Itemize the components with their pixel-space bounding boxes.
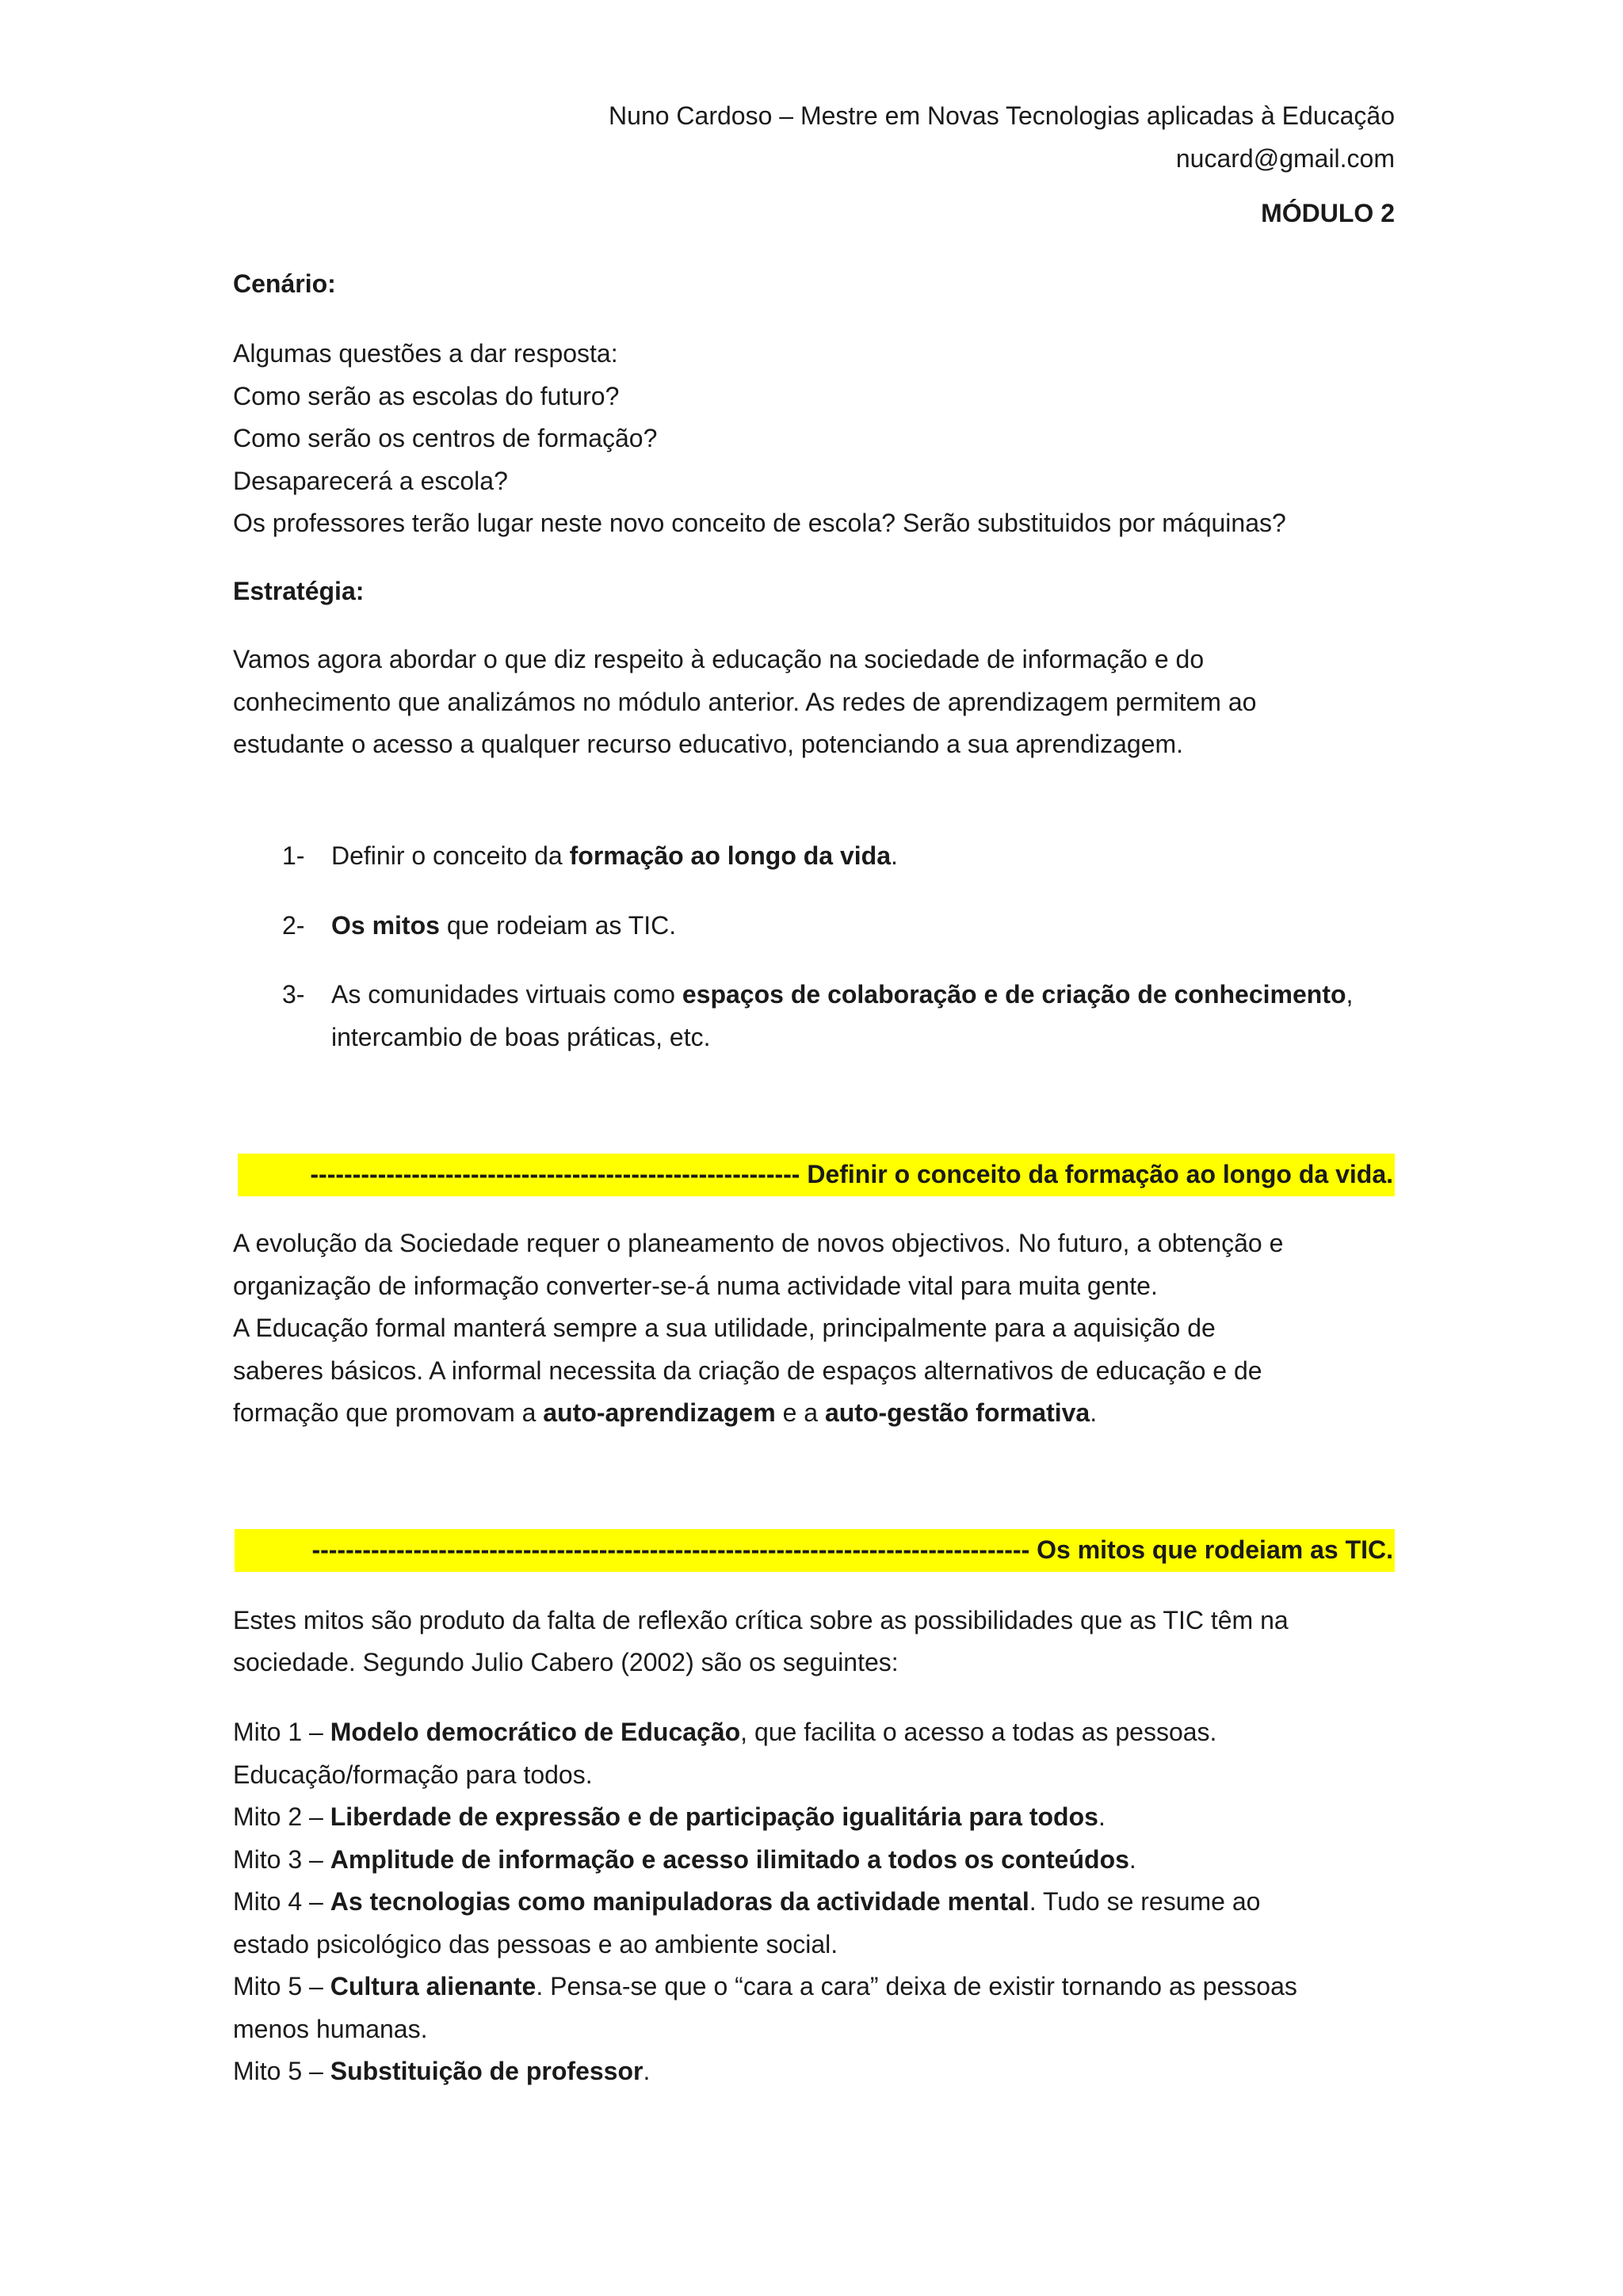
estrategia-line: Vamos agora abordar o que diz respeito à educação na sociedade de informação e do [233, 645, 1205, 673]
cenario-line: Algumas questões a dar resposta: [233, 339, 618, 368]
section-heading-mitos [233, 1529, 1395, 1585]
estrategia-line: estudante o acesso a qualquer recurso educativo, potenciando a sua aprendizagem. [233, 730, 1184, 758]
paragraph-line: Estes mitos são produto da falta de reflexão crítica sobre as possibilidades que as TIC têm na [233, 1606, 1289, 1634]
mito-item: Mito 1 – Modelo democrático de Educação, que facilita o acesso a todas as pessoas. [233, 1718, 1217, 1746]
estrategia-line: conhecimento que analizámos no módulo anterior. As redes de aprendizagem permitem ao [233, 688, 1257, 716]
highlighted-heading: ---------------------------------------------------------- Definir o conceito da formação ao longo da vida. [238, 1154, 1395, 1196]
paragraph-line: A Educação formal manterá sempre a sua utilidade, principalmente para a aquisição de [233, 1314, 1216, 1342]
mito-item: Mito 5 – Cultura alienante. Pensa-se que o “cara a cara” deixa de existir tornando as pessoas [233, 1972, 1297, 2000]
paragraph-line: formação que promovam a auto-aprendizagem e a auto-gestão formativa. [233, 1398, 1098, 1427]
list-number: 2- [282, 911, 305, 940]
mito-continuation: estado psicológico das pessoas e ao ambiente social. [233, 1930, 838, 1958]
cenario-heading: Cenário: [233, 269, 336, 298]
author-line: Nuno Cardoso – Mestre em Novas Tecnologias aplicadas à Educação [609, 101, 1395, 130]
mito-continuation: menos humanas. [233, 2015, 428, 2043]
paragraph-line: sociedade. Segundo Julio Cabero (2002) são os seguintes: [233, 1648, 899, 1676]
module-title: MÓDULO 2 [1261, 199, 1395, 227]
mito-item: Mito 5 – Substituição de professor. [233, 2057, 651, 2085]
cenario-line: Como serão as escolas do futuro? [233, 382, 620, 410]
mito-item: Mito 4 – As tecnologias como manipuladoras da actividade mental. Tudo se resume ao [233, 1887, 1261, 1916]
paragraph-line: A evolução da Sociedade requer o planeamento de novos objectivos. No futuro, a obtenção e [233, 1229, 1284, 1257]
cenario-line: Os professores terão lugar neste novo conceito de escola? Serão substituidos por máquinas? [233, 509, 1286, 537]
list-number: 3- [282, 980, 305, 1009]
section-heading-formacao [233, 1154, 1395, 1209]
author-email: nucard@gmail.com [1175, 144, 1395, 173]
list-text: Os mitos que rodeiam as TIC. [331, 911, 677, 940]
cenario-line: Desaparecerá a escola? [233, 467, 508, 495]
list-text: Definir o conceito da formação ao longo da vida. [331, 841, 898, 870]
highlighted-heading: ------------------------------------------------------------------------------------- Os mitos que rodeiam as TIC. [235, 1529, 1395, 1572]
mito-item: Mito 3 – Amplitude de informação e acesso ilimitado a todos os conteúdos. [233, 1845, 1136, 1874]
paragraph-line: saberes básicos. A informal necessita da criação de espaços alternativos de educação e de [233, 1356, 1262, 1385]
list-number: 1- [282, 841, 305, 870]
mito-continuation: Educação/formação para todos. [233, 1760, 593, 1789]
estrategia-heading: Estratégia: [233, 577, 365, 605]
cenario-line: Como serão os centros de formação? [233, 424, 658, 452]
list-text: As comunidades virtuais como espaços de colaboração e de criação de conhecimento, intercambio de boas práticas, etc. [331, 980, 1354, 1051]
paragraph-line: organização de informação converter-se-á numa actividade vital para muita gente. [233, 1272, 1158, 1300]
mito-item: Mito 2 – Liberdade de expressão e de participação igualitária para todos. [233, 1802, 1106, 1831]
